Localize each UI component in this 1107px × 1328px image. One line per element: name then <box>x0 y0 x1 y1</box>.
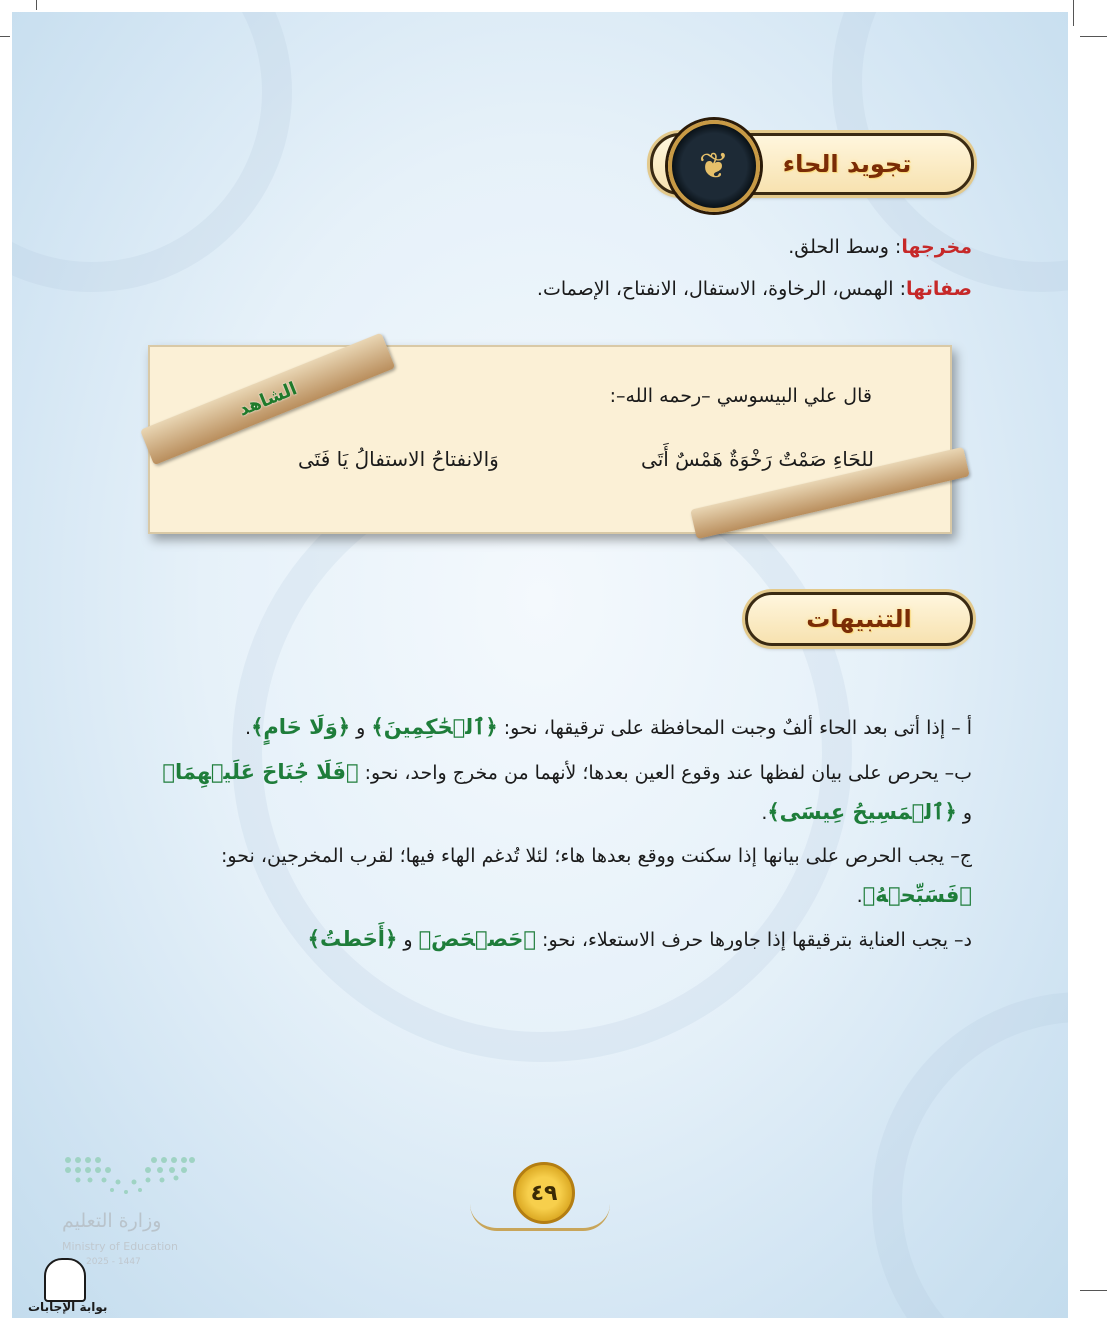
verse-second-hemistich: وَالانفتاحُ الاستفالُ يَا فَتَى <box>298 447 499 471</box>
quran-quote: ﴿فَسَبِّحۡهُ﴾ <box>862 883 972 907</box>
note-a <box>245 715 972 739</box>
notes-title: التنبيهات <box>806 605 912 633</box>
quran-quote: ﴿حَصۡحَصَ﴾ <box>418 927 536 951</box>
verse-first-hemistich: للحَاءِ صَمْتٌ رَخْوَةٌ هَمْسٌ أَتَى <box>641 447 874 471</box>
grape-emblem-icon: ❦ <box>668 120 760 212</box>
note-d <box>308 927 972 951</box>
note-d-text: د– يجب العناية بترقيقها إذا جاورها حرف الاستعلاء، نحو: <box>542 929 972 951</box>
shahid-ribbon-label: الشاهد <box>235 377 300 421</box>
bawaba-logo-icon <box>44 1258 86 1302</box>
makhraj-text: : وسط الحلق. <box>788 236 902 258</box>
page-number: ٤٩ <box>513 1162 575 1224</box>
quran-quote: ﴿وَلَا حَامٍ﴾ <box>251 715 351 739</box>
note-d-and: و <box>403 929 413 951</box>
makhraj-label: مخرجها <box>901 236 972 258</box>
note-b-cont <box>761 800 972 824</box>
quran-quote: ﴿ٱلۡمَسِيحُ عِيسَى﴾ <box>767 800 957 824</box>
shahid-attribution: قال علي البيسوسي –رحمه الله–: <box>609 385 872 407</box>
note-b-and: و <box>962 802 972 824</box>
ministry-year: 2025 - 1447 <box>86 1257 141 1267</box>
ministry-name-en: Ministry of Education <box>62 1240 179 1253</box>
note-a-end: . <box>245 717 252 739</box>
sifat-line <box>537 278 972 300</box>
page <box>12 12 1068 1318</box>
quran-quote: ﴿فَلَا جُنَاحَ عَلَيۡهِمَا﴾ <box>162 760 359 784</box>
note-c-cont <box>857 883 972 907</box>
note-b-end: . <box>761 802 768 824</box>
background-ornament <box>12 12 292 292</box>
quran-quote: ﴿أَحَطتُ﴾ <box>307 927 398 951</box>
notes-title-banner <box>745 592 973 646</box>
note-a-and: و <box>356 717 366 739</box>
ministry-logo-dots-icon <box>64 1156 196 1198</box>
quran-quote: ﴿ٱلۡحَٰكِمِينَ﴾ <box>371 715 498 739</box>
site-watermark: بوابة الإجابات <box>28 1300 108 1314</box>
note-c <box>221 845 972 867</box>
note-c-end: . <box>856 885 863 907</box>
makhraj-line <box>788 236 972 258</box>
ministry-name-ar: وزارة التعليم <box>62 1210 162 1232</box>
note-b <box>162 760 972 784</box>
note-c-text: ج– يجب الحرص على بيانها إذا سكنت ووقع بعدها هاء؛ لئلا تُدغم الهاء فيها؛ لقرب المخرجين، نحو: <box>221 845 972 867</box>
sifat-label: صفاتها <box>906 278 972 300</box>
background-ornament <box>872 992 1068 1318</box>
note-b-text: ب– يحرص على بيان لفظها عند وقوع العين بعدها؛ لأنهما من مخرج واحد، نحو: <box>364 762 972 784</box>
note-a-text: أ – إذا أتى بعد الحاء ألفٌ وجبت المحافظة على ترقيقها، نحو: <box>503 717 972 739</box>
background-ornament <box>232 442 852 1062</box>
sifat-text: : الهمس، الرخاوة، الاستفال، الانفتاح، الإصمات. <box>536 278 907 300</box>
page-title: تجويد الحاء <box>782 150 912 178</box>
